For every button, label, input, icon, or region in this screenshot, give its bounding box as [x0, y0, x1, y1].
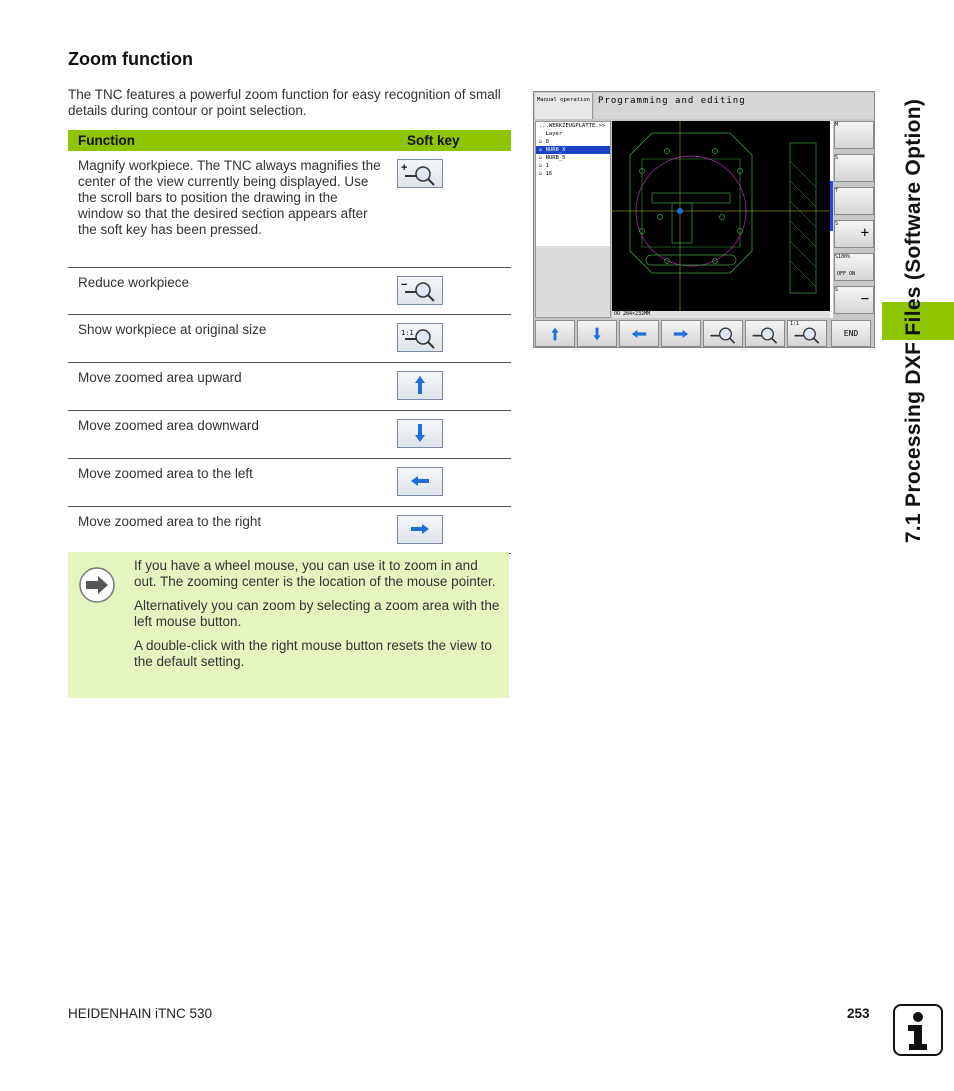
info-icon — [893, 1004, 943, 1056]
bottom-zoom-in-key[interactable] — [703, 320, 743, 347]
row-description: Magnify workpiece. The TNC always magnifies the center of the view currently being displayed. Use the scroll bars to position the drawing in the window so that the desired section appears after the soft key has been pressed. — [68, 151, 396, 267]
tree-item[interactable]: Layer — [545, 131, 563, 137]
row-description: Move zoomed area downward — [68, 410, 396, 458]
zoom-plus-label: + — [401, 162, 408, 174]
table-row — [68, 267, 511, 314]
note-paragraph: Alternatively you can zoom by selecting a zoom area with the left mouse button. — [134, 598, 500, 629]
footer-product: HEIDENHAIN iTNC 530 — [68, 1006, 213, 1021]
zoom-in-icon — [708, 324, 738, 344]
layer-tree — [535, 121, 611, 318]
end-key[interactable]: END — [831, 320, 871, 347]
arrow-right-circle-icon — [79, 567, 115, 603]
tree-item[interactable]: ☑ 0 — [539, 139, 549, 145]
row-description: Show workpiece at original size — [68, 314, 396, 362]
tree-empty-area — [536, 246, 610, 317]
move-down-softkey[interactable] — [397, 419, 443, 448]
col-function-header: Function — [78, 133, 135, 148]
zoom-in-softkey[interactable] — [397, 159, 443, 188]
bottom-softkeys — [535, 320, 873, 347]
bottom-zoom-out-key[interactable] — [745, 320, 785, 347]
table-row — [68, 506, 511, 553]
side-key[interactable]: T — [834, 187, 874, 215]
zoom-out-icon — [403, 278, 437, 302]
chapter-title: 7.1 Processing DXF Files (Software Option) — [902, 98, 925, 544]
bottom-up-key[interactable] — [535, 320, 575, 347]
tree-header: ...WERKZEUGPLATTE.>> — [539, 123, 606, 129]
arrow-down-icon — [592, 326, 602, 342]
table-row — [68, 314, 511, 362]
side-key[interactable]: S − — [834, 286, 874, 314]
bottom-right-key[interactable] — [661, 320, 701, 347]
side-key[interactable]: S + — [834, 220, 874, 248]
page-number: 253 — [847, 1006, 870, 1021]
row-description: Move zoomed area to the left — [68, 458, 396, 506]
move-up-softkey[interactable] — [397, 371, 443, 400]
zoom-minus-label: − — [401, 278, 408, 291]
side-key[interactable]: S — [834, 154, 874, 182]
table-row — [68, 151, 511, 267]
bottom-left-key[interactable] — [619, 320, 659, 347]
mode-label: Manual operation — [535, 93, 593, 119]
page-heading: Zoom function — [68, 49, 193, 69]
tnc-screenshot — [533, 91, 875, 348]
table-row — [68, 362, 511, 410]
vertical-scrollbar[interactable] — [830, 121, 833, 318]
screen-title: Programming and editing — [594, 93, 874, 119]
row-description: Reduce workpiece — [68, 267, 396, 314]
arrow-down-icon — [413, 423, 427, 443]
arrow-up-icon — [550, 326, 560, 342]
status-bar: OO 284×232MM — [612, 311, 830, 318]
zoom-original-softkey[interactable] — [397, 323, 443, 352]
cad-drawing — [612, 121, 830, 311]
arrow-left-icon — [631, 329, 647, 339]
move-left-softkey[interactable] — [397, 467, 443, 496]
arrow-up-icon — [413, 375, 427, 395]
arrow-right-icon — [410, 523, 430, 535]
bottom-down-key[interactable] — [577, 320, 617, 347]
arrow-right-icon — [673, 329, 689, 339]
note-paragraph: A double-click with the right mouse button resets the view to the default setting. — [134, 638, 492, 669]
zoom-ratio-label: 1:1 — [401, 328, 414, 337]
tree-item[interactable]: ☑ NURB_5 — [539, 155, 566, 161]
function-table — [68, 130, 511, 554]
col-softkey-header: Soft key — [407, 133, 460, 148]
table-header — [68, 130, 511, 151]
zoom-out-softkey[interactable] — [397, 276, 443, 305]
side-softkeys — [834, 121, 874, 318]
zoom-out-icon — [750, 324, 780, 344]
note-paragraph: If you have a wheel mouse, you can use it to zoom in and out. The zooming center is the location of the mouse pointer. — [134, 558, 496, 589]
row-description: Move zoomed area to the right — [68, 506, 396, 553]
arrow-left-icon — [410, 475, 430, 487]
intro-paragraph: The TNC features a powerful zoom function for easy recognition of small details during contour or point selection. — [68, 87, 501, 118]
zoom-in-icon — [403, 162, 437, 186]
bottom-zoom-original-key[interactable]: 1:1 — [787, 320, 827, 347]
tree-item[interactable]: ☑ 16 — [539, 171, 553, 177]
tree-item-selected[interactable]: ☑ NURB_X — [536, 146, 610, 154]
table-row — [68, 458, 511, 506]
tree-item[interactable]: ☑ 1 — [539, 163, 549, 169]
note-box — [68, 552, 509, 698]
side-key[interactable]: M — [834, 121, 874, 149]
row-description: Move zoomed area upward — [68, 362, 396, 410]
move-right-softkey[interactable] — [397, 515, 443, 544]
table-header-row — [68, 130, 511, 151]
table-row — [68, 410, 511, 458]
side-key[interactable]: S100% OFF ON — [834, 253, 874, 281]
